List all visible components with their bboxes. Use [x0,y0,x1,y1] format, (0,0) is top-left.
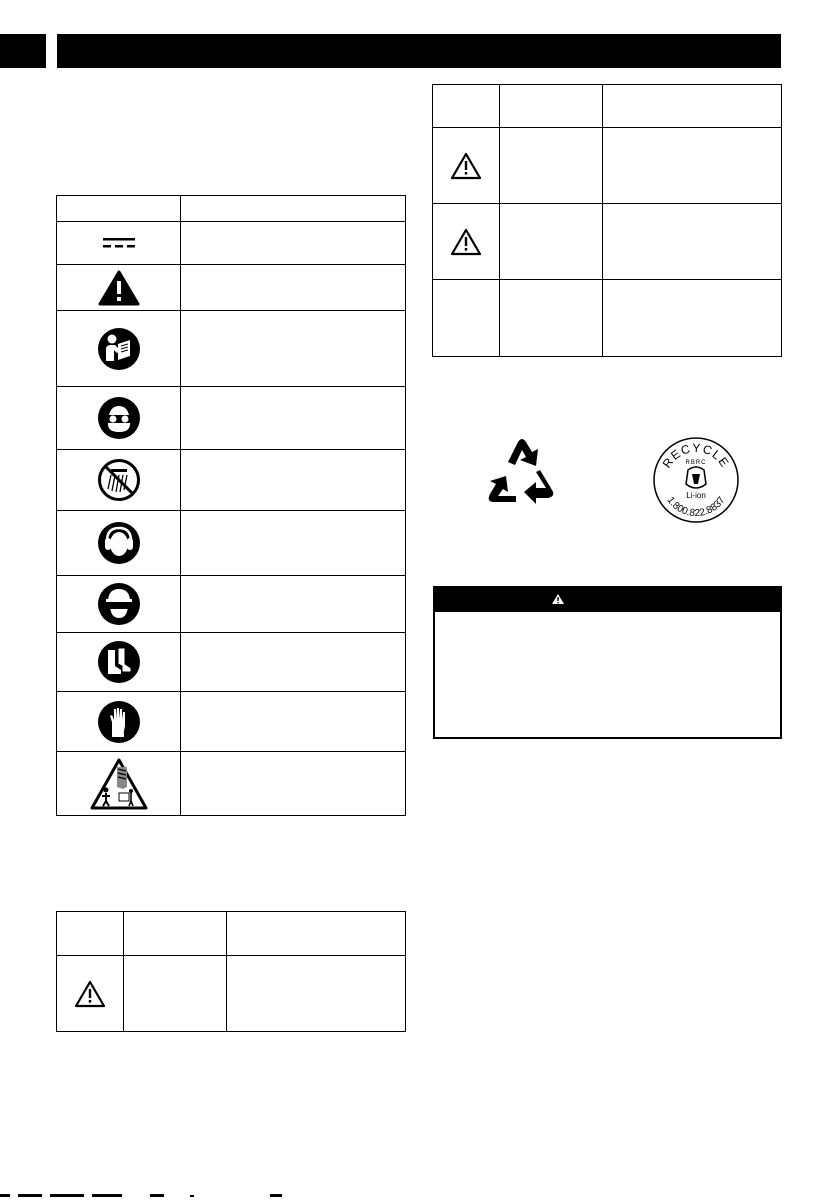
safety-alert-icon [57,265,180,310]
warning-box [433,586,782,739]
seal-phone-text: 1.800.822.8837 [664,495,728,520]
caution-triangle-icon [433,204,499,279]
warning-header [435,588,780,612]
protective-gloves-icon [57,692,180,751]
column-divider [499,85,500,356]
direct-current-icon [57,222,180,264]
seal-middle-text: RBRC [685,460,707,466]
rbrc-recycle-seal [652,436,740,524]
column-divider [602,85,603,356]
head-protection-icon [57,576,180,632]
seal-top-text: RECYCLE [659,440,733,471]
seal-chem-text: Li-ion [686,491,706,500]
no-rain-icon [57,450,180,510]
read-manual-icon [57,311,180,386]
row-divider [433,279,781,280]
protective-boots-icon [57,633,180,691]
falling-objects-warning-icon [57,752,180,816]
caution-triangle-icon [433,128,499,203]
symbol-table [56,195,406,816]
chapter-tab [0,34,46,68]
eye-protection-icon [57,387,180,449]
column-divider [226,912,227,1031]
column-divider [123,912,124,1031]
caution-triangle-icon [57,956,123,1032]
signal-word-table-right [432,84,782,357]
recycle-arrows-icon [478,432,566,516]
signal-word-table-left [56,911,406,1032]
section-title-bar [57,34,781,68]
column-divider [180,196,181,815]
cropped-footer-strip [0,1186,840,1192]
hearing-protection-icon [57,511,180,575]
warning-triangle-icon [551,593,565,605]
